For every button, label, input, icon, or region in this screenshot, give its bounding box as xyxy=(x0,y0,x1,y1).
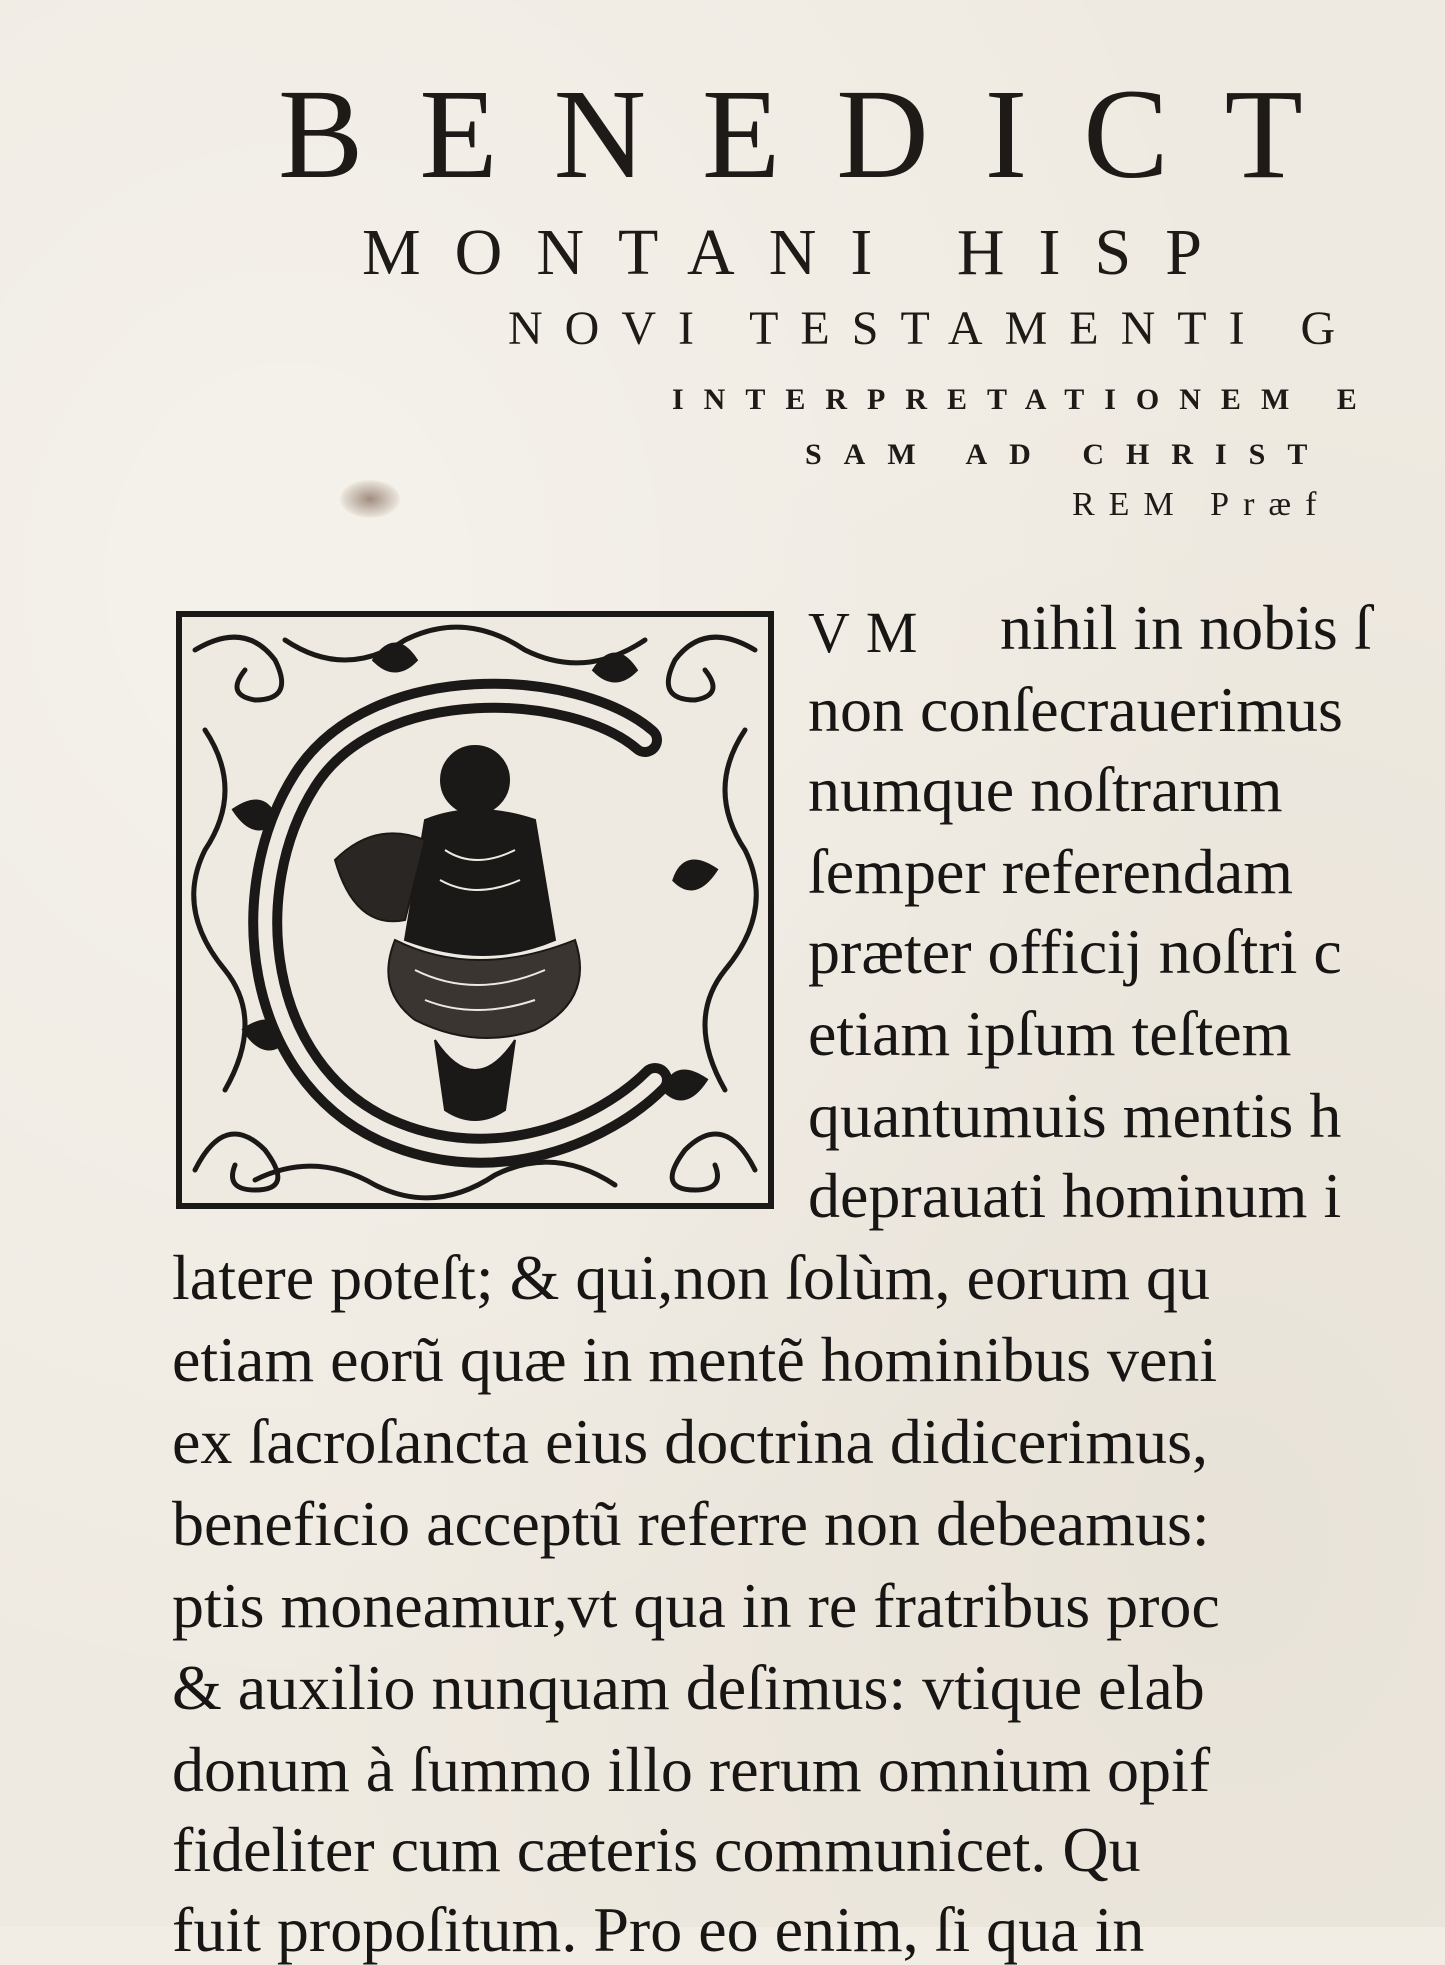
text-line-10: etiam eorũ quæ in mentẽ hominibus veni xyxy=(172,1324,1218,1395)
text-line-16: fideliter cum cæteris communicet. Qu xyxy=(172,1814,1141,1885)
heading-line-3: NOVI TESTAMENTI G xyxy=(508,302,1358,355)
text-line-12: beneficio acceptũ referre non debeamus: xyxy=(172,1488,1210,1559)
heading-line-4: INTERPRETATIONEM E xyxy=(672,383,1377,416)
text-line-7: quantumuis mentis h xyxy=(808,1080,1342,1151)
text-line-15: donum à ſummo illo rerum omnium opif xyxy=(172,1734,1211,1805)
ornamental-initial-icon xyxy=(175,610,775,1210)
text-line-6: etiam ipſum teſtem xyxy=(808,998,1292,1069)
text-line-13: ptis moneamur,vt qua in re fratribus proc xyxy=(172,1570,1220,1641)
text-line-11: ex ſacroſancta eius doctrina didicerimus, xyxy=(172,1406,1209,1477)
text-line-8: deprauati hominum i xyxy=(808,1160,1342,1231)
text-line-9: latere poteſt; & qui,non ſolùm, eorum qu xyxy=(172,1242,1211,1313)
text-line-4: ſemper referendam xyxy=(808,836,1294,907)
text-line-5: præter officij noſtri c xyxy=(808,916,1342,987)
heading-line-2: MONTANI HISP xyxy=(362,216,1236,289)
text-line-14: & auxilio nunquam deſimus: vtique elab xyxy=(172,1652,1205,1723)
text-line-3: numque noſtrarum xyxy=(808,754,1283,825)
text-line-17: fuit propoſitum. Pro eo enim, ſi qua in xyxy=(172,1894,1145,1965)
text-line-1: nihil in nobis ſ xyxy=(1000,592,1372,663)
opening-letters: VM xyxy=(808,600,934,665)
text-line-2: non conſecrauerimus xyxy=(808,674,1343,745)
heading-line-6: REM Præf xyxy=(1072,486,1331,523)
heading-line-5: SAM AD CHRIST xyxy=(805,438,1330,471)
ink-stain xyxy=(340,480,400,518)
heading-line-1: BENEDICT xyxy=(278,63,1359,205)
